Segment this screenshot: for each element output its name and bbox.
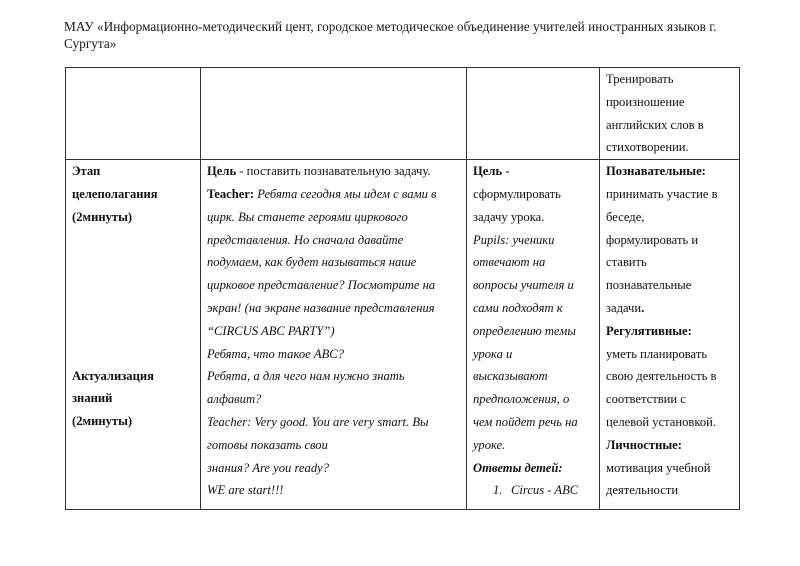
cell-teacher-activity — [201, 160, 467, 510]
goal-label: Цель - — [473, 164, 510, 179]
pupils-text: ученики — [509, 232, 555, 247]
pupils-text: предположения, о — [473, 392, 570, 407]
goal-text: сформулировать — [473, 186, 561, 201]
pupils-text: определению темы — [473, 323, 576, 338]
teacher-speech: представления. Но сначала давайте — [207, 232, 404, 247]
pupils-label: Pupils: — [473, 232, 510, 247]
answer-number: 1. — [493, 483, 503, 498]
pupils-text: вопросы учителя и — [473, 278, 574, 293]
teacher-speech: цирковое представление? Посмотрите на — [207, 278, 436, 293]
cognitive-label: Познавательные: — [606, 164, 706, 179]
teacher-speech: Ребята, что такое ABC? — [207, 346, 344, 361]
teacher-speech: “CIRCUS ABC PARTY”) — [207, 323, 335, 338]
teacher-label: Teacher: — [207, 186, 255, 201]
regulatory-text: соответствии с — [606, 392, 686, 407]
pupils-line — [473, 229, 593, 252]
teacher-speech: Teacher: Very good. You are very smart. Вы — [207, 414, 429, 429]
teacher-speech: WE are start!!! — [207, 483, 284, 498]
goal-line — [207, 160, 460, 183]
table-row — [66, 68, 740, 160]
teacher-speech: Ребята, а для чего нам нужно знать — [207, 369, 405, 384]
cell-stage-empty — [66, 68, 201, 160]
pupils-text: отвечают на — [473, 255, 546, 270]
cell-uud-goal — [600, 68, 740, 160]
stage-duration: (2минуты) — [72, 414, 133, 429]
header-line-1: МАУ «Информационно-методический цент, городское методическое объединение учителей иностранных языков г. — [64, 19, 717, 34]
cell-stage — [66, 160, 201, 510]
teacher-speech: цирк. Вы станете героями циркового — [207, 209, 408, 224]
stage-duration: (2минуты) — [72, 209, 133, 224]
stage-name: целеполагания — [72, 186, 158, 201]
regulatory-text: целевой установкой. — [606, 414, 717, 429]
pupils-text: урока и — [473, 346, 513, 361]
cognitive-end: . — [641, 300, 645, 315]
text-line: английских слов в — [606, 117, 704, 132]
cell-uud — [600, 160, 740, 510]
goal-text: - поставить познавательную задачу. — [236, 164, 431, 179]
teacher-speech: знания? Are you ready? — [207, 460, 330, 475]
regulatory-text: уметь планировать — [606, 346, 708, 361]
text-line: стихотворении. — [606, 140, 689, 155]
text-line: произношение — [606, 94, 685, 109]
header-line-2: Сургута» — [64, 36, 117, 51]
regulatory-text: свою деятельность в — [606, 369, 717, 384]
cell-pupils-activity — [467, 160, 600, 510]
cell-pupils-empty — [467, 68, 600, 160]
cell-teacher-empty — [201, 68, 467, 160]
cognitive-text: формулировать и — [606, 232, 699, 247]
regulatory-label: Регулятивные: — [606, 323, 692, 338]
teacher-speech: подумаем, как будет называться наше — [207, 255, 417, 270]
text-line: Тренировать — [606, 72, 674, 86]
pupils-text: чем пойдет речь на — [473, 414, 578, 429]
cognitive-text: ставить — [606, 255, 647, 270]
stage-name: Актуализация — [72, 368, 154, 383]
teacher-speech: готовы показать свои — [207, 437, 328, 452]
teacher-speech: Ребята сегодня мы идем с вами в — [254, 186, 437, 201]
stage-name: Этап — [72, 164, 101, 179]
document-header — [64, 18, 754, 52]
personal-text: мотивация учебной — [606, 460, 711, 475]
answers-label: Ответы детей: — [473, 460, 563, 475]
spacer — [72, 229, 194, 365]
answer-text: Circus - ABC — [511, 483, 579, 498]
answer-item — [473, 479, 593, 502]
cognitive-text: задачи — [606, 300, 642, 315]
personal-text: деятельности — [606, 483, 679, 498]
goal-label: Цель — [207, 164, 237, 179]
pupils-text: сами подходят к — [473, 300, 563, 315]
pupils-text: высказывают — [473, 369, 548, 384]
cognitive-text: принимать участие в — [606, 186, 718, 201]
lesson-plan-table — [65, 67, 740, 510]
personal-label: Личностные: — [606, 437, 682, 452]
teacher-speech: алфавит? — [207, 392, 262, 407]
cognitive-text: беседе, — [606, 209, 645, 224]
pupils-text: уроке. — [473, 437, 506, 452]
goal-text: задачу урока. — [473, 209, 545, 224]
teacher-line — [207, 183, 460, 206]
cognitive-text: познавательные — [606, 278, 692, 293]
cognitive-text-last — [606, 297, 733, 320]
teacher-speech: экран! (на экране название представления — [207, 300, 435, 315]
table-row — [66, 160, 740, 510]
stage-name: знаний — [72, 391, 113, 406]
